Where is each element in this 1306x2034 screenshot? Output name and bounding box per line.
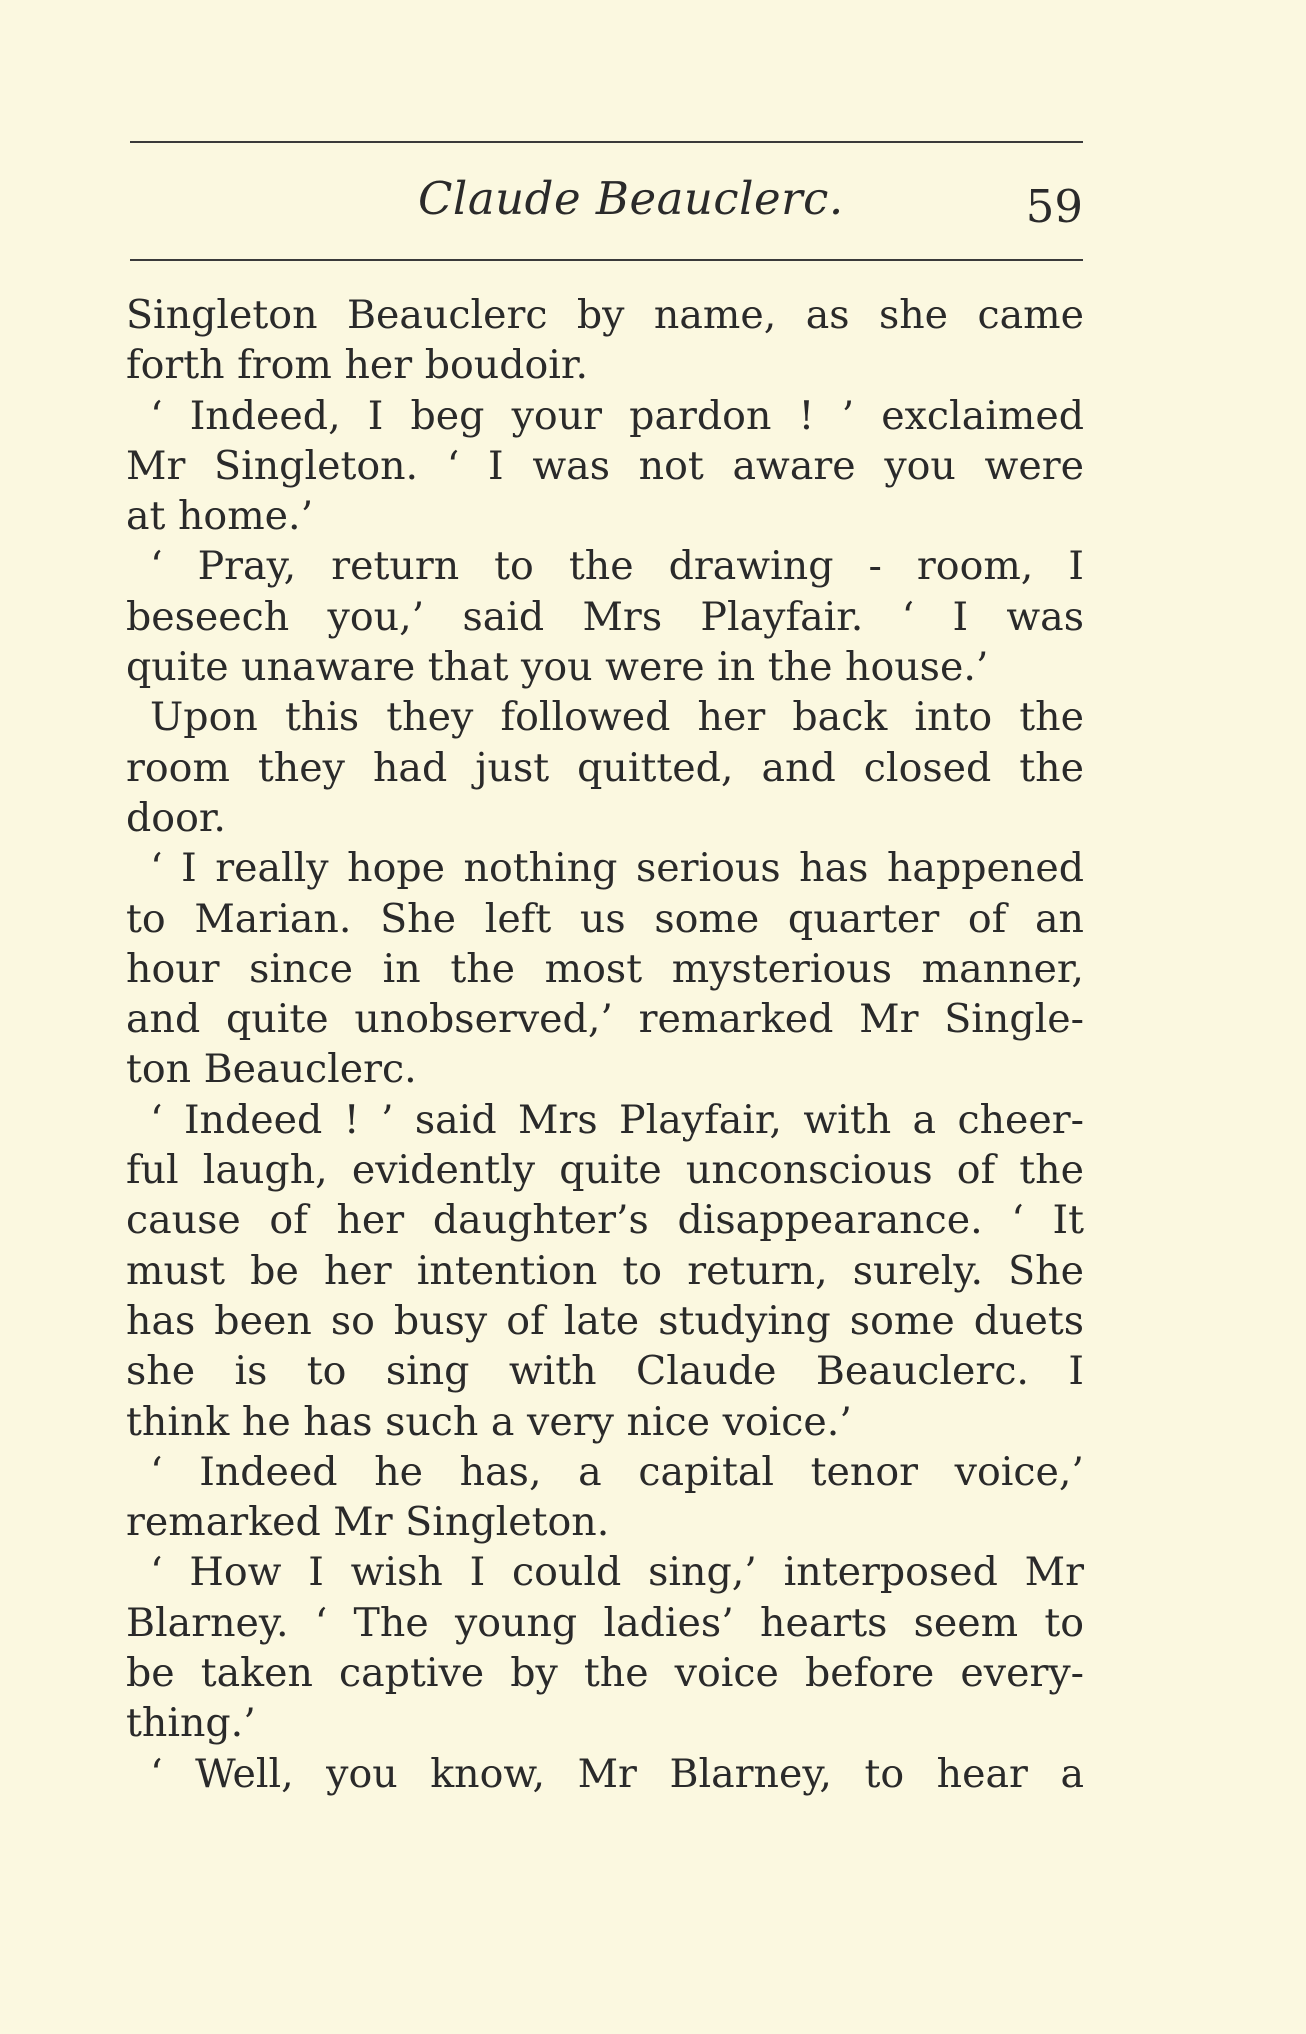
text-line: at home.’ bbox=[126, 493, 314, 540]
text-line: Blarney. ‘ The young ladies’ hearts seem to bbox=[126, 1599, 1084, 1646]
text-line: quite unaware that you were in the house.’ bbox=[126, 644, 989, 691]
header-top-rule bbox=[130, 141, 1083, 143]
text-line: and quite unobserved,’ remarked Mr Single- bbox=[126, 996, 1084, 1043]
text-line: to Marian. She left us some quarter of an bbox=[126, 895, 1084, 942]
text-line: think he has such a very nice voice.’ bbox=[126, 1398, 852, 1445]
text-line: ‘ Well, you know, Mr Blarney, to hear a bbox=[150, 1750, 1084, 1797]
text-line: forth from her boudoir. bbox=[126, 342, 589, 389]
text-line: ‘ I really hope nothing serious has happened bbox=[150, 845, 1084, 892]
text-line: ‘ How I wish I could sing,’ interposed Mr bbox=[150, 1549, 1084, 1596]
text-line: beseech you,’ said Mrs Playfair. ‘ I was bbox=[126, 593, 1084, 640]
text-line: thing.’ bbox=[126, 1700, 256, 1747]
text-line: remarked Mr Singleton. bbox=[126, 1499, 610, 1546]
running-header bbox=[130, 172, 1083, 244]
header-bottom-rule bbox=[130, 259, 1083, 261]
text-line: Upon this they followed her back into the bbox=[150, 694, 1084, 741]
text-line: hour since in the most mysterious manner, bbox=[126, 945, 1084, 992]
text-line: ‘ Indeed he has, a capital tenor voice,’ bbox=[150, 1448, 1084, 1495]
text-line: Singleton Beauclerc by name, as she came bbox=[126, 292, 1084, 338]
running-title: Claude Beauclerc. bbox=[418, 172, 844, 225]
text-line: ton Beauclerc. bbox=[126, 1046, 417, 1093]
text-line: ‘ Indeed ! ’ said Mrs Playfair, with a cheer- bbox=[150, 1096, 1084, 1143]
text-line: must be her intention to return, surely. She bbox=[126, 1247, 1084, 1294]
text-line: room they had just quitted, and closed the bbox=[126, 744, 1084, 791]
text-line: Mr Singleton. ‘ I was not aware you were bbox=[126, 442, 1084, 489]
page-number: 59 bbox=[1025, 180, 1083, 233]
text-line: be taken captive by the voice before every- bbox=[126, 1650, 1084, 1697]
text-line: she is to sing with Claude Beauclerc. I bbox=[126, 1348, 1084, 1395]
text-line: has been so busy of late studying some duets bbox=[126, 1297, 1084, 1344]
text-line: ‘ Pray, return to the drawing - room, I bbox=[150, 543, 1084, 590]
body-text bbox=[126, 290, 1084, 1799]
text-line: door. bbox=[126, 794, 226, 841]
text-line: ‘ Indeed, I beg your pardon ! ’ exclaimed bbox=[150, 392, 1084, 439]
text-line: cause of her daughter’s disappearance. ‘ It bbox=[126, 1197, 1084, 1244]
text-line: ful laugh, evidently quite unconscious of the bbox=[126, 1147, 1084, 1194]
